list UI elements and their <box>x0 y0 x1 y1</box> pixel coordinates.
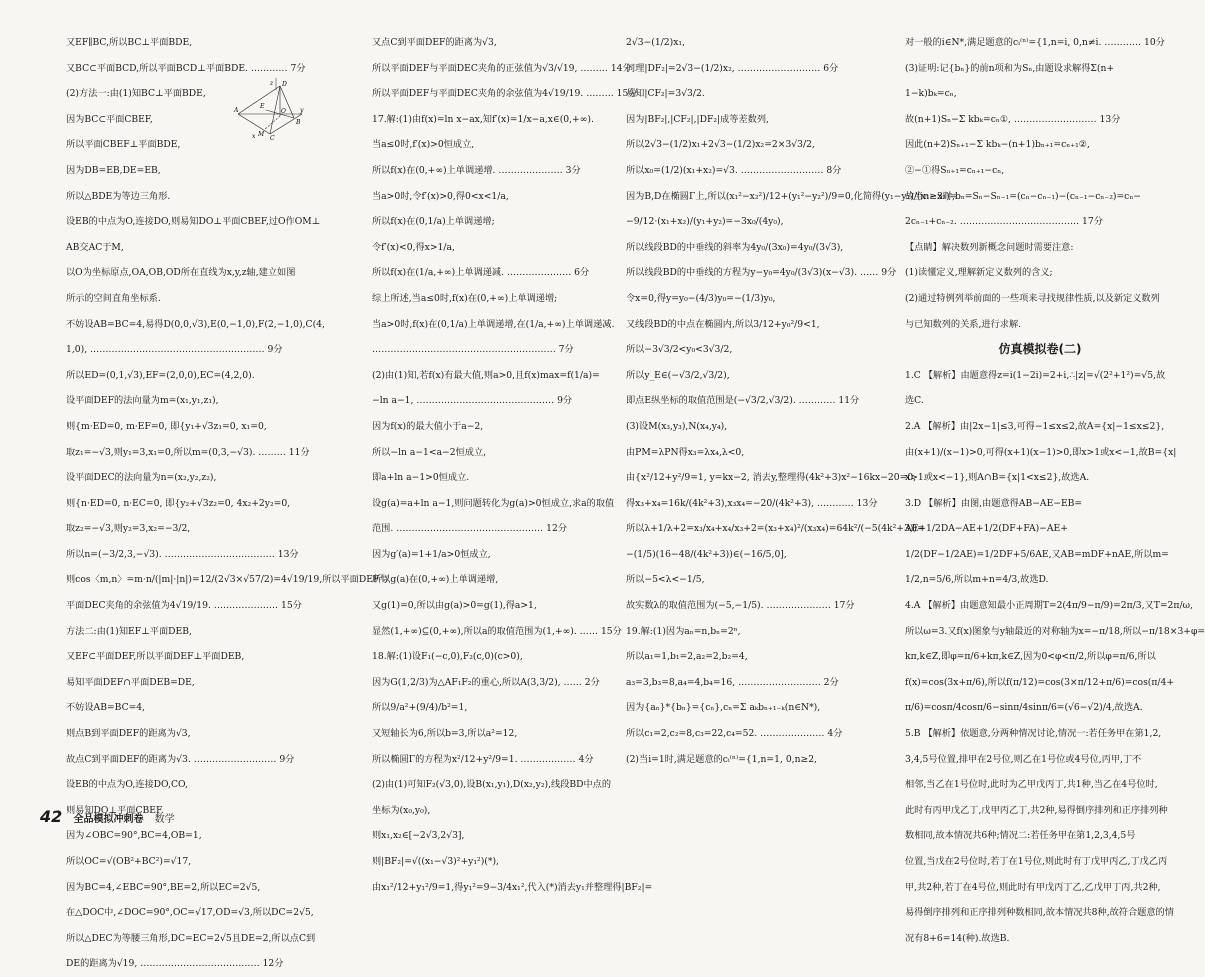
solution-line: 所以f(x)在(0,+∞)上单调递增. ………………… 3分 <box>372 164 581 176</box>
solution-line: 取z₂=−√3,则y₂=3,x₂=−3/2, <box>66 523 191 535</box>
solution-line: 又BC⊂平面BCD,所以平面BCD⊥平面BDE. ………… 7分 <box>66 62 306 74</box>
book-title: 全品模拟冲刺卷 <box>73 814 144 825</box>
solution-line: −ln a−1, ……………………………………… 9分 <box>372 395 573 407</box>
solution-line: 在△DOC中,∠DOC=90°,OC=√17,OD=√3,所以DC=2√5, <box>66 907 314 919</box>
solution-line: 易知|CF₂|=3√3/2. <box>626 88 705 100</box>
solution-line: 所以λ+1/λ+2=x₃/x₄+x₄/x₃+2=(x₃+x₄)²/(x₃x₄)=64k²/(−5(4k²+3))= <box>626 523 925 535</box>
solution-line: 设g(a)=a+ln a−1,则问题转化为g(a)>0恒成立,求a的取值 <box>372 497 615 509</box>
solution-line: 所以f(x)在(1/a,+∞)上单调递减. ………………… 6分 <box>372 267 590 279</box>
solution-line: 故(n+1)Sₙ−Σ kbₖ=cₙ①, ……………………… 13分 <box>905 113 1121 125</box>
solution-line: (2)由(1)可知F₂(√3,0),设B(x₁,y₁),D(x₂,y₂),线段BD中点的 <box>372 779 612 791</box>
solution-line: 以O为坐标原点,OA,OB,OD所在直线为x,y,z轴,建立如图 <box>66 267 296 279</box>
solution-line: 所以ED=(0,1,√3),EF=(2,0,0),EC=(4,2,0). <box>66 369 255 381</box>
solution-line: 设平面DEF的法向量为m=(x₁,y₁,z₁), <box>66 395 219 407</box>
solution-line: 所以y_E∈(−√3/2,√3/2), <box>626 369 730 381</box>
fig-line-da <box>238 86 280 114</box>
solution-line: (2)当i=1时,满足题意的cᵢ⁽ⁿ⁾={1,n=1, 0,n≥2, <box>626 753 817 765</box>
column-2 <box>372 30 653 900</box>
solution-line: 又EF∥BC,所以BC⊥平面BDE, <box>66 37 193 48</box>
solution-line: 5.B 【解析】依题意,分两种情况讨论,情况一:若任务甲在第1,2, <box>905 728 1162 740</box>
solution-line: 对一般的i∈N*,满足题意的cᵢ⁽ⁿ⁾={1,n=i, 0,n≠i. ………… 10分 <box>905 37 1165 48</box>
solution-line: 所以线段BD的中垂线的方程为y−y₀=4y₀/(3√3)(x−√3). …… 9分 <box>626 267 897 279</box>
solution-line: 方法二:由(1)知EF⊥平面DEB, <box>66 625 192 637</box>
solution-line: 所以a₁=1,b₁=2,a₂=2,b₂=4, <box>626 651 748 663</box>
solution-line: 因为BC=4,∠EBC=90°,BE=2,所以EC=2√5, <box>66 881 261 893</box>
fig-line-ac <box>238 114 270 134</box>
solution-line: 当a≤0时,f′(x)>0恒成立, <box>372 139 475 151</box>
solution-line: 18.解:(1)设F₁(−c,0),F₂(c,0)(c>0), <box>372 651 523 663</box>
solution-line: AB交AC于M, <box>66 241 124 253</box>
solution-line: 与已知数列的关系,进行求解. <box>905 318 1022 330</box>
solution-line: 平面DEC夹角的余弦值为4√19/19. ………………… 15分 <box>66 600 302 612</box>
solution-line: kπ,k∈Z,即φ=π/6+kπ,k∈Z,因为0<φ<π/2,所以φ=π/6,所以 <box>905 651 1156 663</box>
solution-line: 则{m·ED=0, m·EF=0, 即{y₁+√3z₁=0, x₁=0, <box>66 420 267 432</box>
solution-line: 所以f(x)在(0,1/a)上单调递增; <box>372 216 495 228</box>
solution-line: 数相同,故本情况共6种;情况二:若任务甲在第1,2,3,4,5号 <box>905 830 1136 842</box>
solution-line: 选C. <box>905 395 924 407</box>
solution-line: 故当n≥3时,bₙ=Sₙ−Sₙ₋₁=(cₙ−cₙ₋₁)−(cₙ₋₁−cₙ₋₂)=cₙ− <box>905 190 1141 202</box>
solution-line: 由(x+1)/(x−1)>0,可得(x+1)(x−1)>0,即x>1或x<−1,故B={x| <box>905 446 1177 458</box>
page-footer <box>40 807 175 826</box>
solution-line: 所以9/a²+(9/4)/b²=1, <box>372 702 468 714</box>
solution-line: (2)通过特例列举前面的一些项来寻找规律性质,以及新定义数列 <box>905 292 1160 304</box>
solution-line: 4.A 【解析】由题意知最小正周期T=2(4π/9−π/9)=2π/3,又T=2π/ω, <box>905 600 1193 612</box>
solution-line: 所以−3√3/2<y₀<3√3/2, <box>626 344 733 356</box>
fig-label-z: z <box>270 80 274 87</box>
solution-line: 同理|DF₂|=2√3−(1/2)x₂, ……………………… 6分 <box>626 62 839 74</box>
solution-line: 此时有丙甲戊乙丁,戊甲丙乙丁,共2种,易得倒序排列和正序排列种 <box>905 804 1168 816</box>
solution-line: 因为DB=EB,DE=EB, <box>66 164 161 176</box>
solution-line: (3)证明:记{bₙ}的前n项和为Sₙ,由题设求解得Σ(n+ <box>905 62 1115 74</box>
solution-line: 故点C到平面DEF的距离为√3. ……………………… 9分 <box>66 753 295 765</box>
solution-line: 设EB的中点为O,连接DO,CO, <box>66 779 188 791</box>
solution-line: …………………………………………………… 7分 <box>372 344 574 356</box>
solution-line: ②−①得Sₙ₊₁=cₙ₊₁−cₙ, <box>905 164 1005 176</box>
solution-line: 易知平面DEF∩平面DEB=DE, <box>66 676 195 688</box>
solution-line: 1/2,n=5/6,所以m+n=4/3,故选D. <box>905 574 1049 586</box>
solution-line: 当a>0时,f(x)在(0,1/a)上单调递增,在(1/a,+∞)上单调递减. <box>372 318 615 330</box>
geometry-figure <box>236 76 306 140</box>
solution-line: 所以椭圆Γ的方程为x²/12+y²/9=1. ……………… 4分 <box>372 753 594 765</box>
solution-line: 由{x²/12+y²/9=1, y=kx−2, 消去y,整理得(4k²+3)x²−16kx−20=0, <box>626 472 917 484</box>
fig-label-m: M <box>258 131 265 138</box>
solution-line: 1.C 【解析】由题意得z=i(1−2i)=2+i,∴|z|=√(2²+1²)=√5,故 <box>905 369 1166 381</box>
solution-line: 17.解:(1)由f(x)=ln x−ax,知f′(x)=1/x−a,x∈(0,+∞). <box>372 113 594 125</box>
subject-label: 数学 <box>154 814 175 825</box>
solution-line: 即a+ln a−1>0恒成立. <box>372 472 470 484</box>
solution-line: 不妨设AB=BC=4, <box>66 702 146 714</box>
solution-line: 又短轴长为6,所以b=3,所以a²=12, <box>372 728 518 740</box>
solution-line: 则cos〈m,n〉=m·n/(|m|·|n|)=12/(2√3×√57/2)=4√19/19,所以平面DEF与 <box>66 574 389 586</box>
fig-label-x: x <box>252 133 256 140</box>
solution-line: 显然(1,+∞)⊆(0,+∞),所以a的取值范围为(1,+∞). …… 15分 <box>372 625 622 637</box>
solution-line: 因为∠OBC=90°,BC=4,OB=1, <box>66 830 202 842</box>
solution-line: 由x₁²/12+y₁²/9=1,得y₁²=9−3/4x₁²,代入(*)消去y₁并整理得|BF₂|= <box>372 881 653 893</box>
solution-line: −(1/5)(16−48/(4k²+3))∈(−16/5,0], <box>626 548 787 560</box>
solution-line: 因为B,D在椭圆Γ上,所以(x₁²−x₂²)/12+(y₁²−y₂²)/9=0,化简得(y₁−y₂)/(x₁−x₂)= <box>626 190 958 202</box>
solution-line: 设EB的中点为O,连接DO,则易知DO⊥平面CBEF,过O作OM⊥ <box>66 216 321 228</box>
section-title: 仿真模拟卷(二) <box>998 342 1082 357</box>
solution-line: 则易知DO⊥平面CBEF. <box>66 804 164 816</box>
solution-line: 1−k)bₖ=cₙ, <box>905 88 957 100</box>
solution-line: 由PM=λPN得x₃=λx₄,λ<0, <box>626 446 745 458</box>
column-4 <box>905 30 1205 951</box>
solution-line: 不妨设AB=BC=4,易得D(0,0,√3),E(0,−1,0),F(2,−1,0),C(4, <box>66 318 325 330</box>
solution-line: 所以2√3−(1/2)x₁+2√3−(1/2)x₂=2×3√3/2, <box>626 139 815 151</box>
solution-line: x>1或x<−1},则A∩B={x|1<x≤2},故选A. <box>905 472 1090 484</box>
page-number: 42 <box>40 807 63 826</box>
solution-line: 因为g′(a)=1+1/a>0恒成立, <box>372 548 491 560</box>
solution-line: 3.D 【解析】由图,由题意得AB−AE−EB= <box>905 497 1083 509</box>
solution-line: f(x)=cos(3x+π/6),所以f(π/12)=cos(3×π/12+π/6)=cos(π/4+ <box>905 676 1175 688</box>
solution-line: 则|BF₂|=√((x₁−√3)²+y₁²)(*), <box>372 856 499 867</box>
solution-line: 【点睛】解决数列新概念问题时需要注意: <box>905 241 1074 253</box>
solution-line: 所示的空间直角坐标系. <box>66 292 161 304</box>
solution-line: 因为f(x)的最大值小于a−2, <box>372 420 484 432</box>
solution-line: 又线段BD的中点在椭圆内,所以3/12+y₀²/9<1, <box>626 318 820 330</box>
solution-line: 又点C到平面DEF的距离为√3, <box>372 37 497 48</box>
solution-line: AE+1/2DA−AE+1/2(DF+FA)−AE+ <box>905 523 1068 535</box>
fig-label-e: E <box>260 103 265 110</box>
column-1 <box>66 30 389 977</box>
solution-line: 易得倒序排列和正序排列种数相同,故本情况共8种,故符合题意的情 <box>905 907 1174 919</box>
solution-line: (2)由(1)知,若f(x)有最大值,则a>0,且f(x)max=f(1/a)= <box>372 369 600 381</box>
solution-line: 坐标为(x₀,y₀), <box>372 804 431 816</box>
solution-line: 3,4,5号位置,排甲在2号位,则乙在1号位或4号位,丙甲,丁不 <box>905 753 1142 765</box>
fig-label-b: B <box>296 119 301 126</box>
solution-line: 令x=0,得y=y₀−(4/3)y₀=−(1/3)y₀, <box>626 292 776 304</box>
solution-line: 又g(1)=0,所以由g(a)>0=g(1),得a>1, <box>372 600 537 612</box>
solution-line: (1)读懂定义,理解新定义数列的含义; <box>905 267 1053 279</box>
solution-line: 19.解:(1)因为aₙ=n,bₙ=2ⁿ, <box>626 625 741 637</box>
solution-line: 1,0), ………………………………………………… 9分 <box>66 344 283 356</box>
solution-line: 令f′(x)<0,得x>1/a, <box>372 241 455 253</box>
solution-line: 所以ω=3.又f(x)图象与y轴最近的对称轴为x=−π/18,所以−π/18×3+φ= <box>905 625 1205 637</box>
solution-line: 所以平面DEF与平面DEC夹角的余弦值为4√19/19. ……… 15分 <box>372 88 638 100</box>
solution-line: 所以c₁=2,c₂=8,c₃=22,c₄=52. ………………… 4分 <box>626 728 843 740</box>
fig-label-o: O <box>281 108 286 115</box>
solution-line: a₃=3,b₃=8,a₄=4,b₄=16, ……………………… 2分 <box>626 676 839 688</box>
solution-line: 取z₁=−√3,则y₁=3,x₁=0,所以m=(0,3,−√3). ……… 11分 <box>66 446 310 458</box>
fig-label-a: A <box>234 107 239 114</box>
solution-line: 设平面DEC的法向量为n=(x₂,y₂,z₂), <box>66 472 217 484</box>
solution-line: 因为{aₙ}*{bₙ}={cₙ},cₙ=Σ aₖbₙ₊₁₋ₖ(n∈N*), <box>626 702 821 714</box>
solution-line: 故实数λ的取值范围为(−5,−1/5). ………………… 17分 <box>626 600 855 612</box>
solution-line: 位置,当戊在2号位时,若丁在1号位,则此时有丁戊甲丙乙,丁戊乙丙 <box>905 856 1168 867</box>
solution-line: DE的距离为√19, ………………………………… 12分 <box>66 958 284 970</box>
solution-line: 1/2(DF−1/2AE)=1/2DF+5/6AE,又AB=mDF+nAE,所以m= <box>905 548 1169 560</box>
solution-line: 所以−5<λ<−1/5, <box>626 574 705 586</box>
solution-line: 则x₁,x₂∈[−2√3,2√3], <box>372 830 465 842</box>
solution-line: 因为G(1,2/3)为△AF₁F₂的重心,所以A(3,3/2), …… 2分 <box>372 676 600 688</box>
solution-line: 所以g(a)在(0,+∞)上单调递增, <box>372 574 499 586</box>
solution-line: (2)方法一:由(1)知BC⊥平面BDE, <box>66 88 206 100</box>
solution-line: 所以△DEC为等腰三角形,DC=EC=2√5且DE=2,所以点C到 <box>66 932 316 944</box>
solution-line: 则{n·ED=0, n·EC=0, 即{y₂+√3z₂=0, 4x₂+2y₂=0, <box>66 497 291 509</box>
solution-line: 范围. ………………………………………… 12分 <box>372 523 568 535</box>
solution-line: 所以平面CBEF⊥平面BDE, <box>66 139 181 151</box>
solution-line: 综上所述,当a≤0时,f(x)在(0,+∞)上单调递增; <box>372 292 558 304</box>
solution-line: 所以−ln a−1<a−2恒成立, <box>372 446 487 458</box>
solution-line: 所以平面DEF与平面DEC夹角的正弦值为√3/√19, ……… 14分 <box>372 62 632 74</box>
solution-line: 因为|BF₂|,|CF₂|,|DF₂|成等差数列, <box>626 113 769 125</box>
solution-line: 当a>0时,令f′(x)>0,得0<x<1/a, <box>372 190 509 202</box>
fig-label-c: C <box>270 135 275 142</box>
solution-line: 所以x₀=(1/2)(x₁+x₂)=√3. ……………………… 8分 <box>626 164 842 176</box>
fig-line-dc <box>270 86 280 134</box>
solution-line: 2√3−(1/2)x₁, <box>626 37 685 48</box>
solution-line: 又EF⊂平面DEF,所以平面DEF⊥平面DEB, <box>66 651 245 663</box>
fig-label-d: D <box>282 81 287 88</box>
fig-line-om <box>264 116 280 130</box>
solution-line: π/6)=cosπ/4cosπ/6−sinπ/4sinπ/6=(√6−√2)/4,故选A. <box>905 702 1143 714</box>
solution-line: −9/12·(x₁+x₂)/(y₁+y₂)=−3x₀/(4y₀), <box>626 216 784 228</box>
solution-line: 甲,共2种,若丁在4号位,则此时有甲戊丙丁乙,乙戊甲丁丙,共2种, <box>905 881 1161 893</box>
solution-line: 因此(n+2)Sₙ₊₁−Σ kbₖ−(n+1)bₙ₊₁=cₙ₊₁②, <box>905 139 1090 151</box>
solution-line: 即点E纵坐标的取值范围是(−√3/2,√3/2). ………… 11分 <box>626 395 860 407</box>
solution-line: 2cₙ₋₁+cₙ₋₂. ………………………………… 17分 <box>905 216 1103 228</box>
solution-line: 2.A 【解析】由|2x−1|≤3,可得−1≤x≤2,故A={x|−1≤x≤2}, <box>905 420 1165 432</box>
solution-line: 得x₃+x₄=16k/(4k²+3),x₃x₄=−20/(4k²+3), ………… 13分 <box>626 497 878 509</box>
solution-line: 所以线段BD的中垂线的斜率为4y₀/(3x₀)=4y₀/(3√3), <box>626 241 844 253</box>
solution-line: 所以n=(−3/2,3,−√3). ……………………………… 13分 <box>66 548 299 560</box>
solution-line: 所以△BDE为等边三角形. <box>66 190 171 202</box>
solution-line: 况有8+6=14(种).故选B. <box>905 932 1010 944</box>
solution-line: 则点B到平面DEF的距离为√3, <box>66 728 191 740</box>
solution-line: 相邻,当乙在1号位时,此时为乙甲戊丙丁,共1种,当乙在4号位时, <box>905 779 1158 791</box>
solution-line: 因为BC⊂平面CBEF, <box>66 113 153 125</box>
solution-line: (3)设M(x₃,y₃),N(x₄,y₄), <box>626 420 728 432</box>
fig-label-y: y <box>300 107 304 114</box>
solution-line: 所以OC=√(OB²+BC²)=√17, <box>66 856 192 867</box>
